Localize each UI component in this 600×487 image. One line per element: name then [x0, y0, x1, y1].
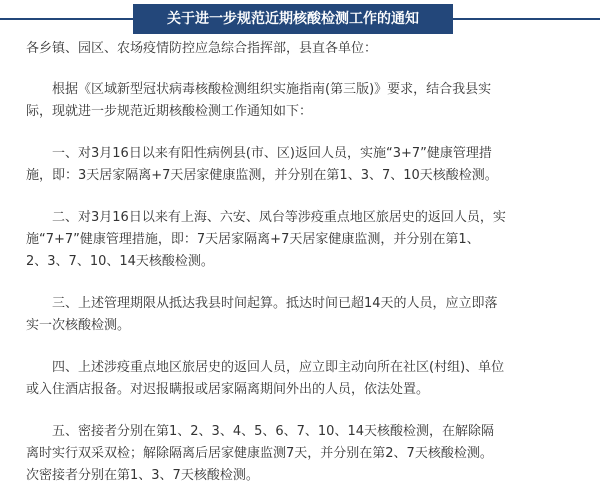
- item-4-line-1: 四、上述涉疫重点地区旅居史的返回人员，应立即主动向所在社区(村组)、单位: [52, 360, 505, 375]
- item-2-line-1: 二、对3月16日以来有上海、六安、凤台等涉疫重点地区旅居史的返回人员，实: [52, 210, 506, 225]
- intro-line-1: 根据《区域新型冠状病毒核酸检测组织实施指南(第三版)》要求，结合我县实: [52, 82, 492, 97]
- item-3-line-2: 实一次核酸检测。: [26, 318, 131, 333]
- item-1-line-1: 一、对3月16日以来有阳性病例县(市、区)返回人员，实施“3+7”健康管理措: [52, 146, 492, 161]
- item-2-line-2: 施“7+7”健康管理措施，即：7天居家隔离+7天居家健康监测，并分别在第1、: [26, 232, 480, 247]
- item-5-line-1: 五、密接者分别在第1、2、3、4、5、6、7、10、14天核酸检测，在解除隔: [52, 424, 494, 439]
- item-3-line-1: 三、上述管理期限从抵达我县时间起算。抵达时间已超14天的人员，应立即落: [52, 296, 498, 311]
- item-1-line-2: 施，即：3天居家隔离+7天居家健康监测，并分别在第1、3、7、10天核酸检测。: [26, 168, 498, 183]
- item-5-line-2: 离时实行双采双检；解除隔离后居家健康监测7天，并分别在第2、7天核酸检测。: [26, 446, 493, 461]
- item-5-line-3: 次密接者分别在第1、3、7天核酸检测。: [26, 468, 259, 483]
- document-title: 关于进一步规范近期核酸检测工作的通知: [133, 4, 453, 34]
- title-banner: [0, 4, 600, 34]
- addressee: 各乡镇、园区、农场疫情防控应急综合指挥部，县直各单位：: [26, 41, 378, 56]
- item-4-line-2: 或入住酒店报备。对迟报瞒报或居家隔离期间外出的人员，依法处置。: [26, 382, 430, 397]
- item-2-line-3: 2、3、7、10、14天核酸检测。: [26, 254, 214, 269]
- document-body: [26, 38, 586, 487]
- intro-line-2: 际，现就进一步规范近期核酸检测工作通知如下：: [26, 104, 313, 119]
